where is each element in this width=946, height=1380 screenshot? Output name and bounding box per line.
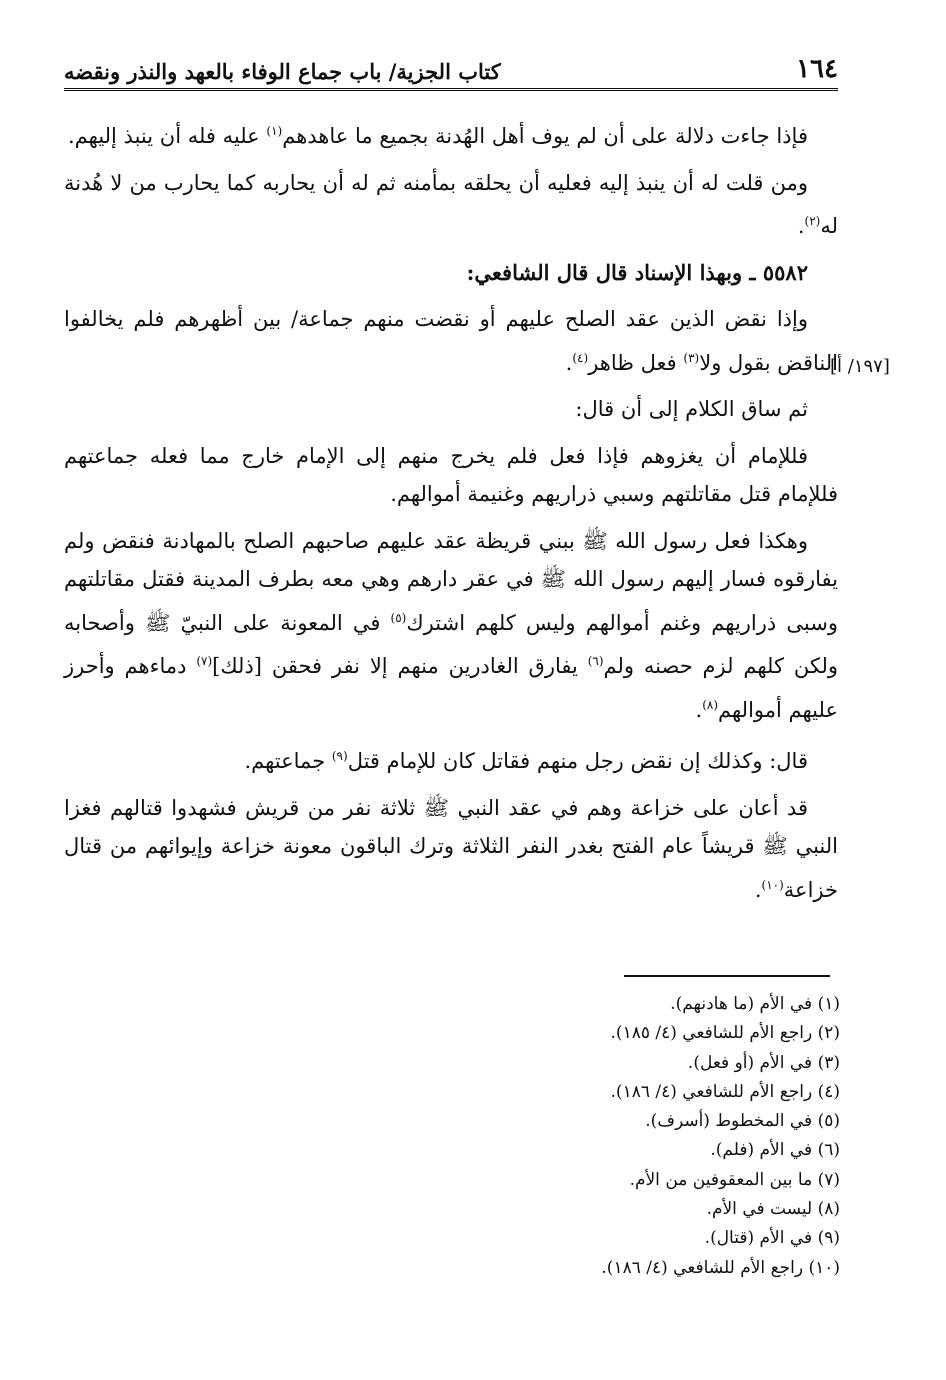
footnote: (٥) في المخطوط (أسرف).	[645, 1111, 840, 1132]
footnote-ref: (١٠)	[761, 877, 784, 892]
footnote-ref: (٨)	[702, 697, 719, 712]
paragraph-9: قد أعان على خزاعة وهم في عقد النبي ﷺ ثلاثة نفر من قريش فشهدوا قتالهم فغزا النبي ﷺ قريشاً عام الفتح بغدر النفر الثلاثة وترك الباقون معونة خزاعة وإيوائهم من قتال خزاعة$^{(١٠)}$.	[64, 795, 838, 902]
footnote: (١٠) راجع الأم للشافعي (٤/ ١٨٦).	[601, 1257, 840, 1278]
paragraph-1: فإذا جاءت دلالة على أن لم يوف أهل الهُدنة بجميع ما عاهدهم$^{(١)}$ عليه فله أن ينبذ إليهم.	[67, 124, 808, 148]
footnote-ref: (٥)	[390, 610, 407, 625]
page-number: ١٦٤	[796, 54, 838, 84]
paragraph-5: ثم ساق الكلام إلى أن قال:	[575, 397, 808, 421]
footnotes	[300, 990, 840, 1283]
paragraph-8: قال: وكذلك إن نقض رجل منهم فقاتل كان للإمام قتل$^{(٩)}$ جماعتهم.	[244, 749, 808, 773]
footnote: (١) في الأم (ما هادنهم).	[670, 994, 840, 1014]
hadith-heading: ٥٥٨٢ ـ وبهذا الإسناد قال قال الشافعي:	[466, 259, 808, 285]
main-text	[64, 112, 838, 917]
paragraph-4: وإذا نقض الذين عقد الصلح عليهم أو نقضت منهم جماعة/ بين أظهرهم فلم يخالفوا الناقض بقول ولا$^{(٣)}$ فعل ظاهر$^{(٤)}$.	[64, 307, 838, 375]
footnote-ref: (٤)	[572, 350, 589, 365]
footnote-ref: (٢)	[804, 214, 821, 228]
hadith-number: ٥٥٨٢	[762, 259, 808, 285]
running-title: كتاب الجزية/ باب جماع الوفاء بالعهد والنذر ونقضه	[64, 59, 501, 84]
footnote-ref: (١)	[266, 124, 283, 138]
footnote: (٧) ما بين المعقوفين من الأم.	[629, 1169, 840, 1190]
footnote: (٨) ليست في الأم.	[706, 1199, 840, 1220]
footnote-ref: (٦)	[587, 654, 604, 668]
paragraph-2: ومن قلت له أن ينبذ إليه فعليه أن يحلقه بمأمنه ثم له أن يحاربه كما يحارب من لا هُدنة له$^{(٢)}$.	[64, 170, 838, 238]
footnote-ref: (٣)	[683, 350, 700, 365]
page-header	[64, 44, 838, 91]
footnote: (٢) راجع الأم للشافعي (٤/ ١٨٥).	[610, 1023, 840, 1044]
footnote: (٤) راجع الأم للشافعي (٤/ ١٨٦).	[610, 1081, 840, 1102]
footnote: (٦) في الأم (فلم).	[710, 1140, 840, 1161]
footnote: (٣) في الأم (أو فعل).	[687, 1052, 840, 1073]
paragraph-6: فللإمام أن يغزوهم فإذا فعل فلم يخرج منهم إلى الإمام خارج مما فعله جماعتهم فللإمام قتل مقاتلتهم وسبي ذراريهم وغنيمة أموالهم.	[64, 443, 838, 506]
paragraph-7: وهكذا فعل رسول الله ﷺ ببني قريظة عقد عليهم صاحبهم الصلح بالمهادنة فنقض ولم يفارقوه فسار إليهم رسول الله ﷺ في عقر دارهم وهي معه بطرف المدينة فقتل مقاتلتهم وسبى ذراريهم وغنم أموالهم وليس كلهم اشترك$^{(٥)}$ في المعونة على النبيّ ﷺ وأصحابه ولكن كلهم لزم حصنه ولم$^{(٦)}$ يفارق الغادرين منهم إلا نفر فحقن [ذلك]$^{(٧)}$ دماءهم وأحرز عليهم أموالهم$^{(٨)}$.	[64, 528, 838, 722]
footnote-ref: (٧)	[196, 654, 213, 668]
footnote-ref: (٩)	[331, 749, 348, 763]
manuscript-folio-marker: [١٩٧/ أ]	[830, 356, 890, 377]
footnote-divider	[624, 975, 830, 977]
footnote: (٩) في الأم (قتال).	[704, 1228, 840, 1249]
